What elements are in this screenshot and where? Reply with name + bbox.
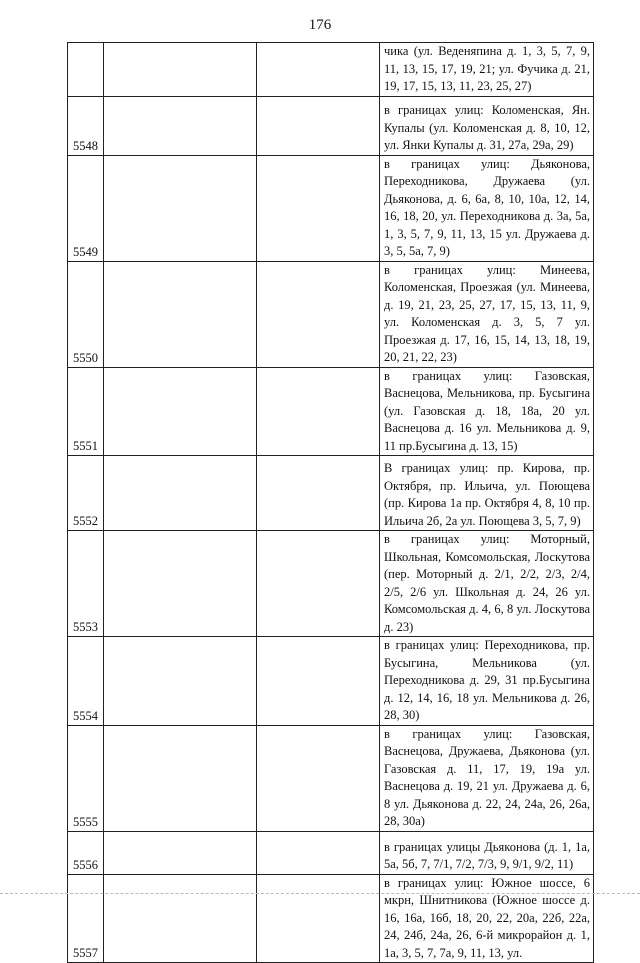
district-number: 5552 [68,456,104,531]
polling-district-table [67,42,594,963]
district-number: 5553 [68,531,104,637]
district-number: 5554 [68,637,104,726]
district-number: 5555 [68,725,104,831]
district-number: 5556 [68,831,104,874]
empty-cell [104,456,257,531]
table-row [68,367,594,456]
district-number [68,43,104,97]
district-boundaries: в границах улиц: Южное шоссе, 6 мкрн, Шнитникова (Южное шоссе д. 16, 16а, 16б, 18, 20, 22, 20а, 22б, 22а, 24, 24б, 24а, 26, 6-й микрорайон д. 1, 1а, 3, 5, 7, 7а, 9, 11, 13, ул. [380,874,594,963]
district-boundaries: В границах улиц: пр. Кирова, пр. Октября, пр. Ильича, ул. Поющева (пр. Кирова 1а пр. Октября 4, 8, 10 пр. Ильича 2б, 2а ул. Поющева 3, 5, 7, 9) [380,456,594,531]
empty-cell [257,831,380,874]
empty-cell [257,96,380,155]
district-boundaries: в границах улиц: Минеева, Коломенская, Проезжая (ул. Минеева, д. 19, 21, 23, 25, 27, 17, 15, 13, 11, 9, ул. Коломенская д. 3, 5, 7 ул. Проезжая д. 17, 16, 15, 14, 13, 18, 19, 20, 21, 22, 23) [380,261,594,367]
empty-cell [104,367,257,456]
empty-cell [104,96,257,155]
table-row [68,96,594,155]
district-number: 5549 [68,155,104,261]
empty-cell [104,874,257,963]
district-boundaries: в границах улиц: Переходникова, пр. Бусыгина, Мельникова (ул. Переходникова д. 29, 31 пр.Бусыгина д. 12, 14, 16, 18 ул. Мельникова д. 26, 28, 30) [380,637,594,726]
empty-cell [257,725,380,831]
page-number: 176 [308,17,332,33]
empty-cell [104,831,257,874]
district-boundaries: в границах улицы Дьяконова (д. 1, 1а, 5а, 5б, 7, 7/1, 7/2, 7/3, 9, 9/1, 9/2, 11) [380,831,594,874]
district-number: 5551 [68,367,104,456]
table-row [68,531,594,637]
empty-cell [104,637,257,726]
empty-cell [257,155,380,261]
table-row [68,874,594,963]
empty-cell [104,261,257,367]
district-boundaries: в границах улиц: Коломенская, Ян. Купалы (ул. Коломенская д. 8, 10, 12, ул. Янки Купалы д. 31, 27а, 29а, 29) [380,96,594,155]
empty-cell [257,43,380,97]
table-row [68,43,594,97]
table-row [68,261,594,367]
empty-cell [104,43,257,97]
table-row [68,456,594,531]
scan-edge-line [0,893,640,894]
table-row [68,155,594,261]
district-boundaries: в границах улиц: Газовская, Васнецова, Мельникова, пр. Бусыгина (ул. Газовская д. 18, 18а, 20 ул. Васнецова д. 16 ул. Мельникова д. 9, 11 пр.Бусыгина д. 13, 15) [380,367,594,456]
table-row [68,637,594,726]
table-row [68,725,594,831]
district-boundaries: в границах улиц: Газовская, Васнецова, Дружаева, Дьяконова (ул. Газовская д. 11, 17, 19, 19а ул. Васнецова д. 19, 21 ул. Дружаева д. 6, 8 ул. Дьяконова д. 22, 24, 24а, 26, 26а, 28, 30а) [380,725,594,831]
empty-cell [257,874,380,963]
empty-cell [257,367,380,456]
district-boundaries: в границах улиц: Моторный, Школьная, Комсомольская, Лоскутова (пер. Моторный д. 2/1, 2/2, 2/3, 2/4, 2/5, 2/6 ул. Школьная д. 24, 26 ул. Комсомольская д. 4, 6, 8 ул. Лоскутова д. 23) [380,531,594,637]
empty-cell [257,531,380,637]
empty-cell [104,155,257,261]
table-row [68,831,594,874]
district-boundaries: чика (ул. Веденяпина д. 1, 3, 5, 7, 9, 11, 13, 15, 17, 19, 21; ул. Фучика д. 21, 19, 17, 15, 13, 11, 23, 25, 27) [380,43,594,97]
district-boundaries: в границах улиц: Дьяконова, Переходникова, Дружаева (ул. Дьяконова, д. 6, 6а, 8, 10, 10а, 12, 14, 16, 18, 20, ул. Переходникова д. 3а, 5а, 1, 3, 5, 7, 9, 11, 13, 15 ул. Дружаева д. 3, 5, 5а, 7, 9) [380,155,594,261]
empty-cell [104,725,257,831]
empty-cell [257,637,380,726]
district-number: 5548 [68,96,104,155]
empty-cell [257,261,380,367]
district-number: 5557 [68,874,104,963]
empty-cell [257,456,380,531]
empty-cell [104,531,257,637]
district-number: 5550 [68,261,104,367]
